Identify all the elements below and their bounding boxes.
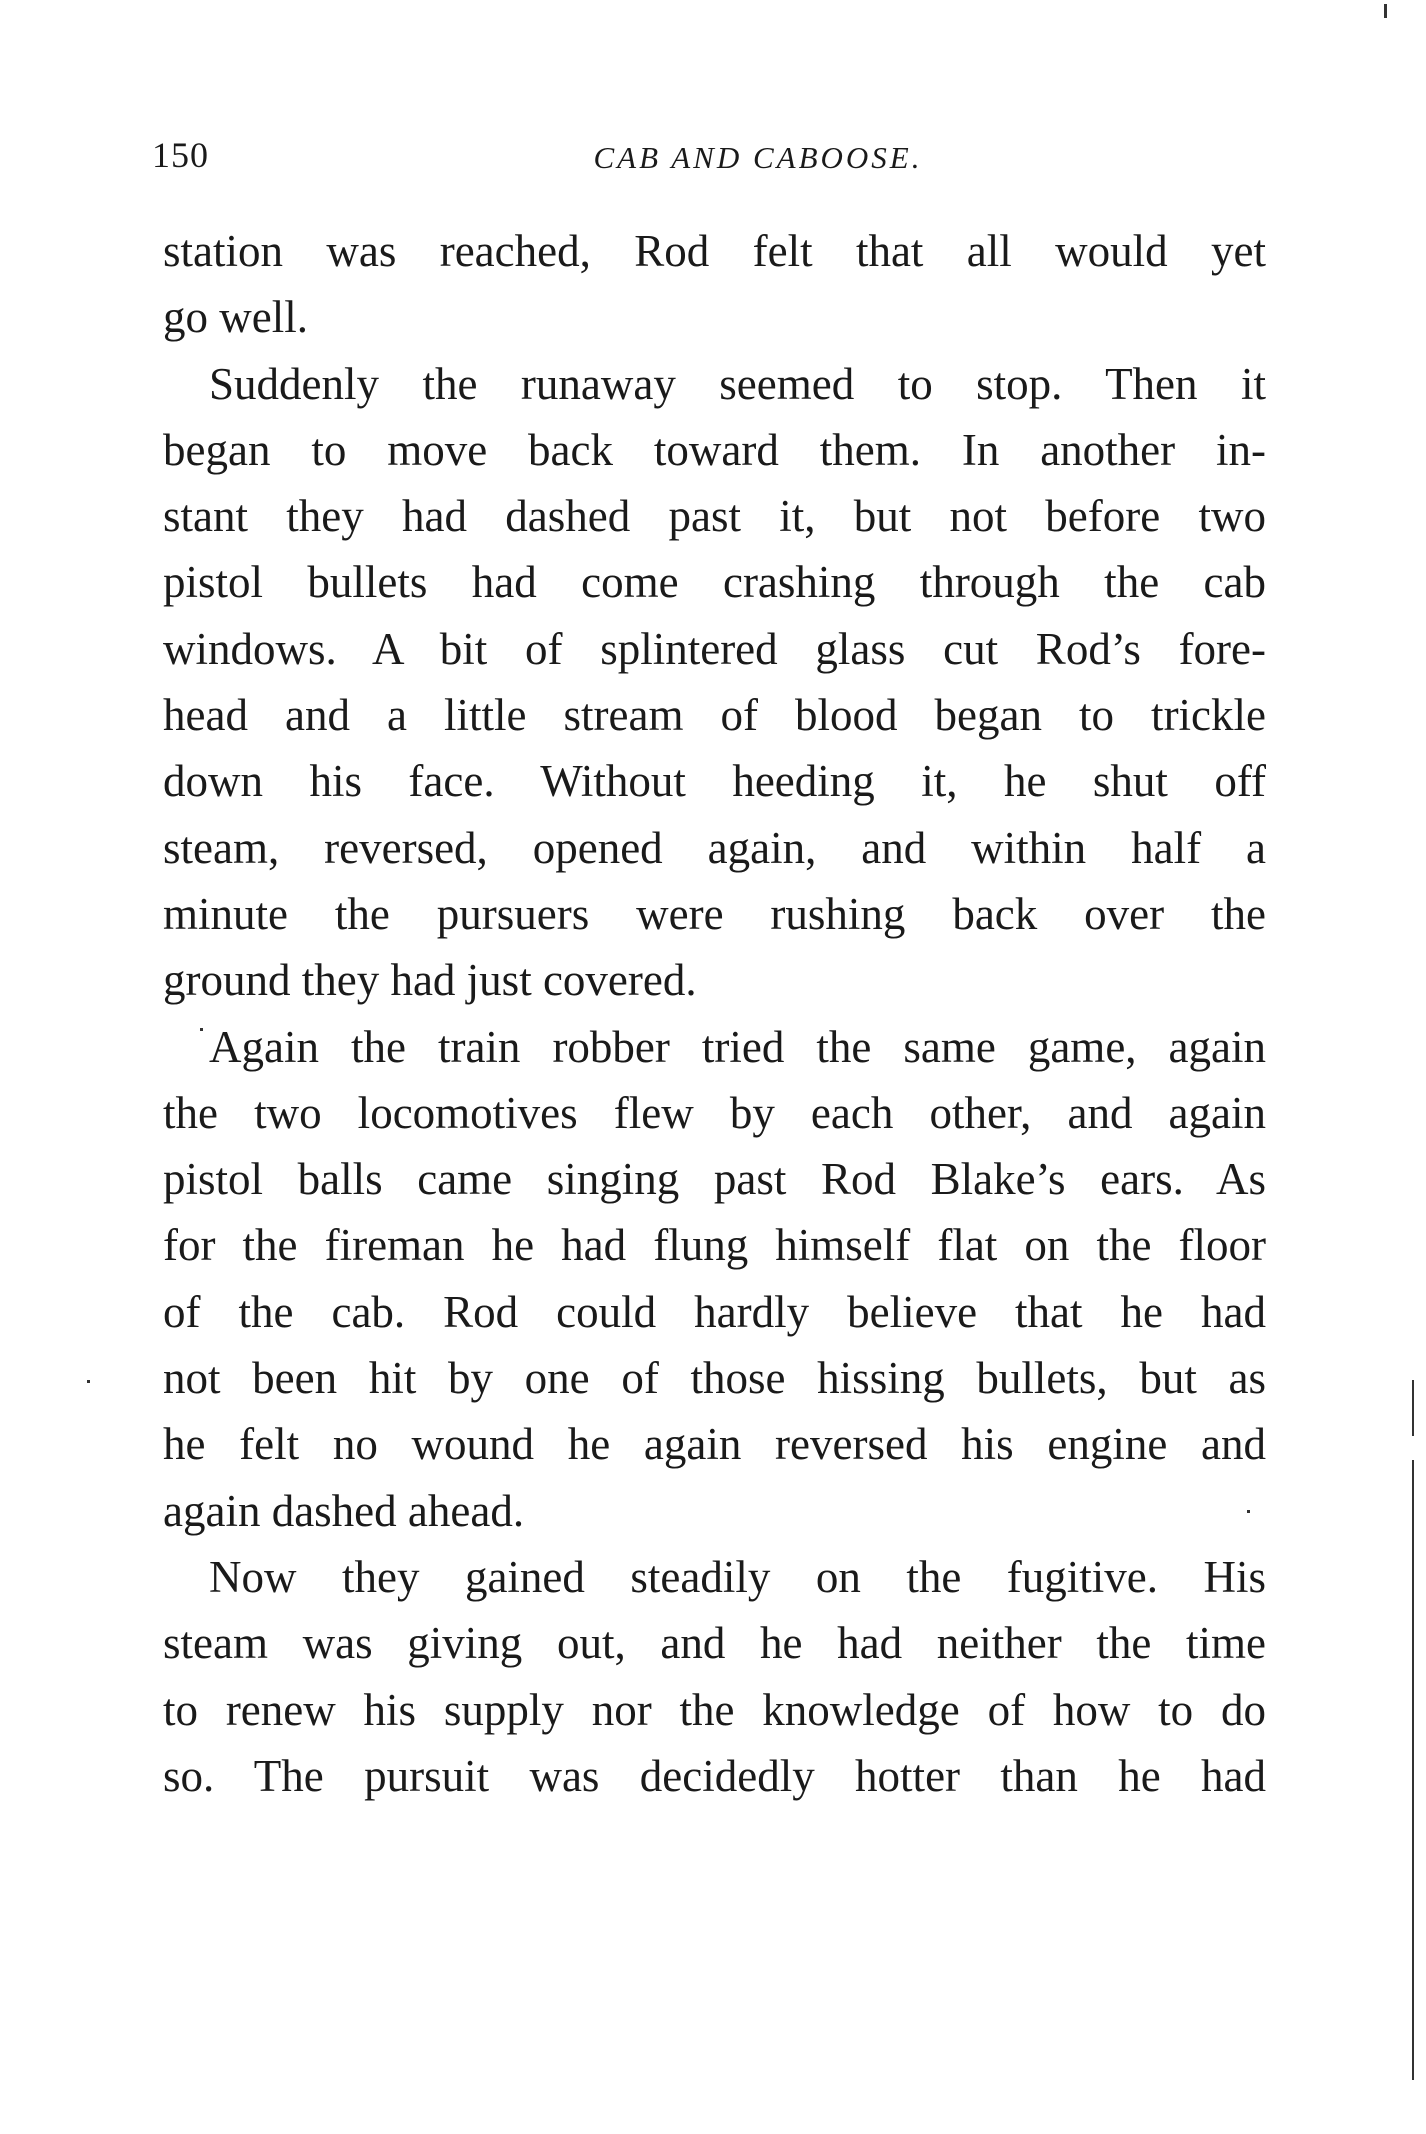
text-line: of the cab. Rod could hardly believe that he had: [163, 1286, 1266, 1337]
text-line: for the fireman he had flung himself flat on the floor: [163, 1220, 1266, 1271]
text-line: pistol balls came singing past Rod Blake’s ears. As: [163, 1154, 1266, 1205]
text-line: steam, reversed, opened again, and within half a: [163, 822, 1266, 873]
text-line: he felt no wound he again reversed his engine and: [163, 1419, 1266, 1470]
text-line: again dashed ahead.: [163, 1485, 525, 1536]
scan-speck: [87, 1380, 90, 1383]
scan-speck: [1412, 1380, 1414, 1436]
text-line: station was reached, Rod felt that all would yet: [163, 226, 1266, 276]
scan-edge-line: [1412, 1460, 1414, 2080]
scan-speck: [200, 1028, 203, 1031]
body-text: [163, 218, 1266, 1809]
running-title: CAB AND CABOOSE.: [593, 140, 923, 175]
text-line: ground they had just covered.: [163, 955, 697, 1006]
scan-speck: [1247, 1510, 1250, 1513]
text-line: steam was giving out, and he had neither the time: [163, 1618, 1266, 1669]
text-line: pistol bullets had come crashing through the cab: [163, 557, 1266, 608]
text-line: so. The pursuit was decidedly hotter than he had: [163, 1750, 1266, 1801]
text-line: minute the pursuers were rushing back over the: [163, 888, 1266, 939]
text-line: Suddenly the runaway seemed to stop. Then it: [209, 358, 1266, 409]
scan-speck: [1384, 4, 1387, 18]
text-line: to renew his supply nor the knowledge of how to do: [163, 1684, 1266, 1735]
text-line: began to move back toward them. In another in-: [163, 424, 1266, 475]
text-line: head and a little stream of blood began to trickle: [163, 690, 1266, 741]
text-line: not been hit by one of those hissing bullets, but as: [163, 1353, 1266, 1404]
text-line: windows. A bit of splintered glass cut Rod’s fore-: [163, 623, 1266, 674]
text-line: the two locomotives flew by each other, and again: [163, 1087, 1266, 1138]
text-line: go well.: [163, 292, 308, 343]
text-line: down his face. Without heeding it, he shut off: [163, 756, 1266, 807]
text-line: stant they had dashed past it, but not before two: [163, 491, 1266, 542]
page-number: 150: [152, 135, 209, 175]
text-line: Now they gained steadily on the fugitive. His: [209, 1551, 1266, 1602]
text-line: Again the train robber tried the same game, again: [209, 1021, 1266, 1072]
